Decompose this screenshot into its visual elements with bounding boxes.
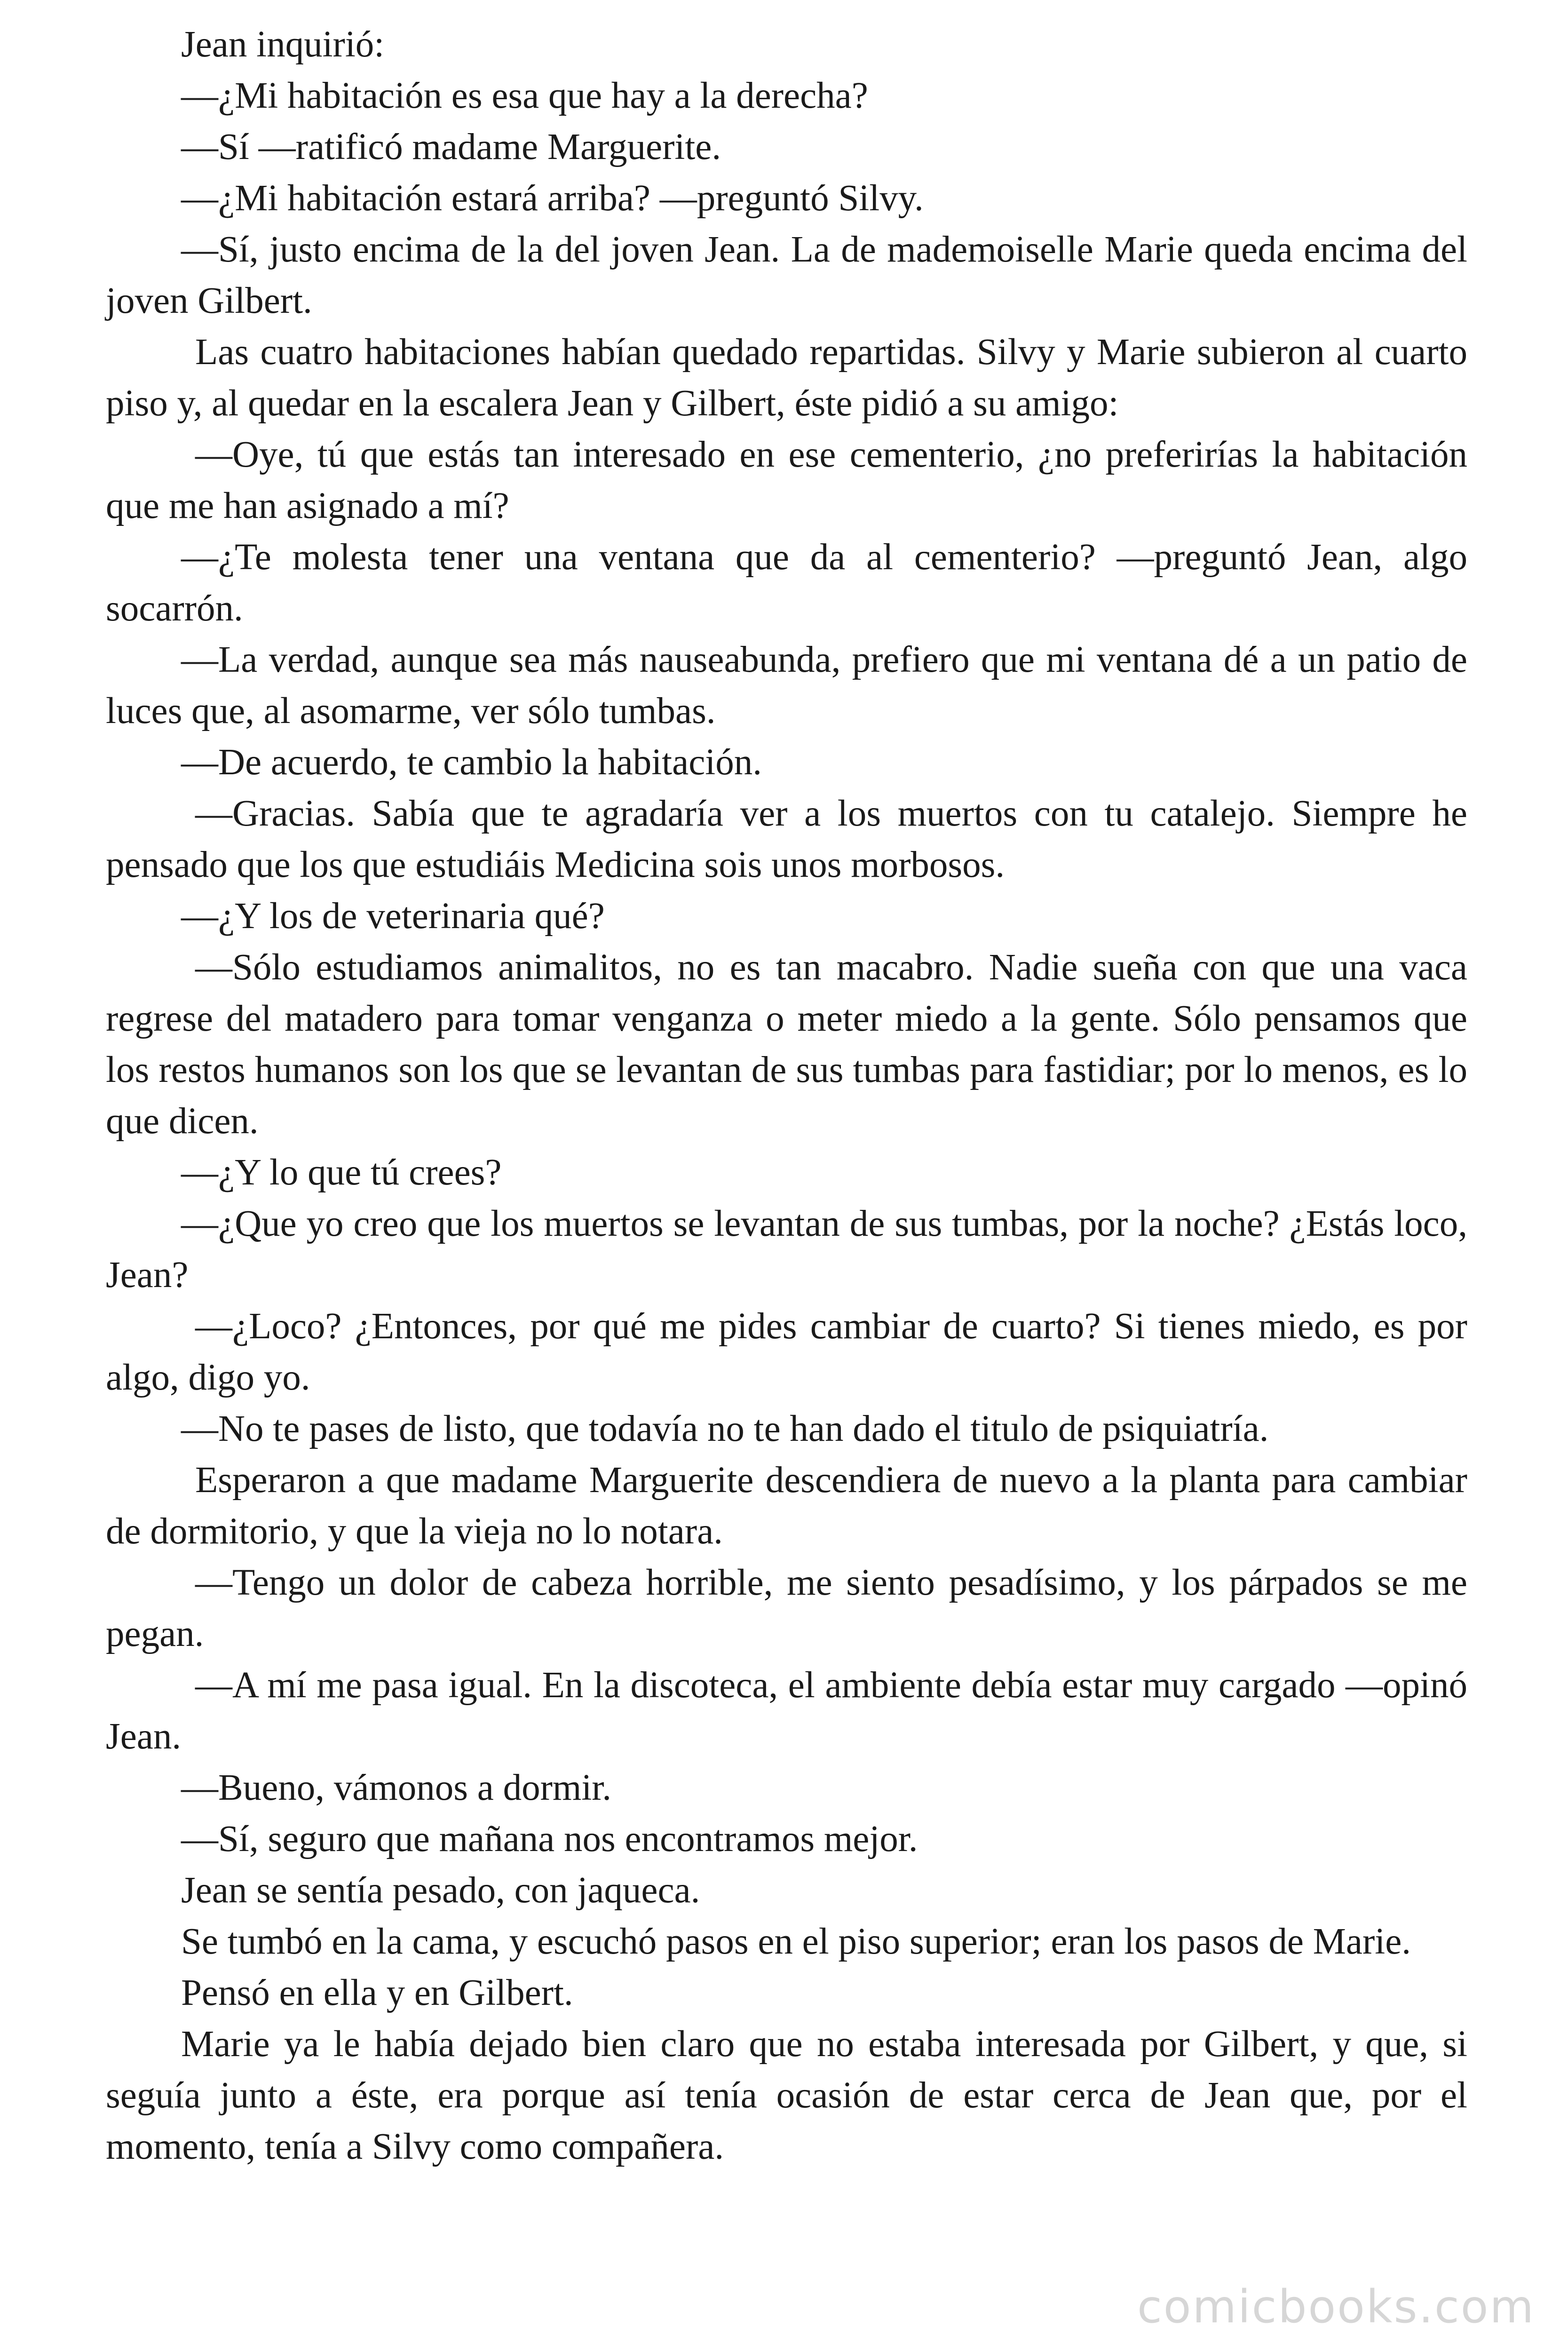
paragraph: —¿Que yo creo que los muertos se levantan de sus tumbas, por la noche? ¿Estás loco, Jean?	[106, 1203, 1467, 1295]
paragraph: Jean inquirió:	[181, 24, 385, 65]
paragraph: —¿Y lo que tú crees?	[181, 1152, 502, 1193]
paragraph: —A mí me pasa igual. En la discoteca, el ambiente debía estar muy cargado —opinó Jean.	[106, 1665, 1467, 1757]
paragraph: Pensó en ella y en Gilbert.	[181, 1972, 573, 2013]
paragraph: —Oye, tú que estás tan interesado en ese cementerio, ¿no preferirías la habitación que me han asignado a mí?	[106, 434, 1467, 526]
paragraph: Las cuatro habitaciones habían quedado repartidas. Silvy y Marie subieron al cuarto piso y, al quedar en la escalera Jean y Gilbert, éste pidió a su amigo:	[106, 332, 1467, 424]
page-text	[106, 19, 1467, 2172]
paragraph: —Bueno, vámonos a dormir.	[181, 1767, 611, 1808]
paragraph: Marie ya le había dejado bien claro que no estaba interesada por Gilbert, y que, si seguía junto a éste, era porque así tenía ocasión de estar cerca de Jean que, por el momento, tenía a Silvy como compañera.	[106, 2024, 1467, 2167]
paragraph: —Sólo estudiamos animalitos, no es tan macabro. Nadie sueña con que una vaca regrese del matadero para tomar venganza o meter miedo a la gente. Sólo pensamos que los restos humanos son los que se levantan de sus tumbas para fastidiar; por lo menos, es lo que dicen.	[106, 947, 1467, 1142]
paragraph: Se tumbó en la cama, y escuchó pasos en el piso superior; eran los pasos de Marie.	[181, 1921, 1411, 1962]
paragraph: —¿Mi habitación es esa que hay a la derecha?	[181, 75, 868, 116]
paragraph: Esperaron a que madame Marguerite descendiera de nuevo a la planta para cambiar de dormitorio, y que la vieja no lo notara.	[106, 1460, 1467, 1552]
watermark: comicbooks.com	[1137, 2280, 1535, 2333]
paragraph: —Sí —ratificó madame Marguerite.	[181, 127, 721, 167]
paragraph: —¿Y los de veterinaria qué?	[181, 896, 605, 937]
paragraph: —De acuerdo, te cambio la habitación.	[181, 742, 762, 783]
paragraph: —Tengo un dolor de cabeza horrible, me siento pesadísimo, y los párpados se me pegan.	[106, 1562, 1467, 1654]
paragraph: —¿Mi habitación estará arriba? —preguntó Silvy.	[181, 178, 924, 219]
paragraph: Jean se sentía pesado, con jaqueca.	[181, 1870, 700, 1911]
paragraph: —No te pases de listo, que todavía no te han dado el titulo de psiquiatría.	[181, 1408, 1269, 1449]
paragraph: —¿Loco? ¿Entonces, por qué me pides cambiar de cuarto? Si tienes miedo, es por algo, digo yo.	[106, 1306, 1467, 1398]
paragraph: —¿Te molesta tener una ventana que da al cementerio? —preguntó Jean, algo socarrón.	[106, 537, 1467, 629]
paragraph: —La verdad, aunque sea más nauseabunda, prefiero que mi ventana dé a un patio de luces que, al asomarme, ver sólo tumbas.	[106, 639, 1467, 731]
paragraph: —Sí, seguro que mañana nos encontramos mejor.	[181, 1819, 918, 1859]
paragraph: —Sí, justo encima de la del joven Jean. La de mademoiselle Marie queda encima del joven Gilbert.	[106, 229, 1467, 321]
paragraph: —Gracias. Sabía que te agradaría ver a los muertos con tu catalejo. Siempre he pensado que los que estudiáis Medicina sois unos morbosos.	[106, 793, 1467, 885]
